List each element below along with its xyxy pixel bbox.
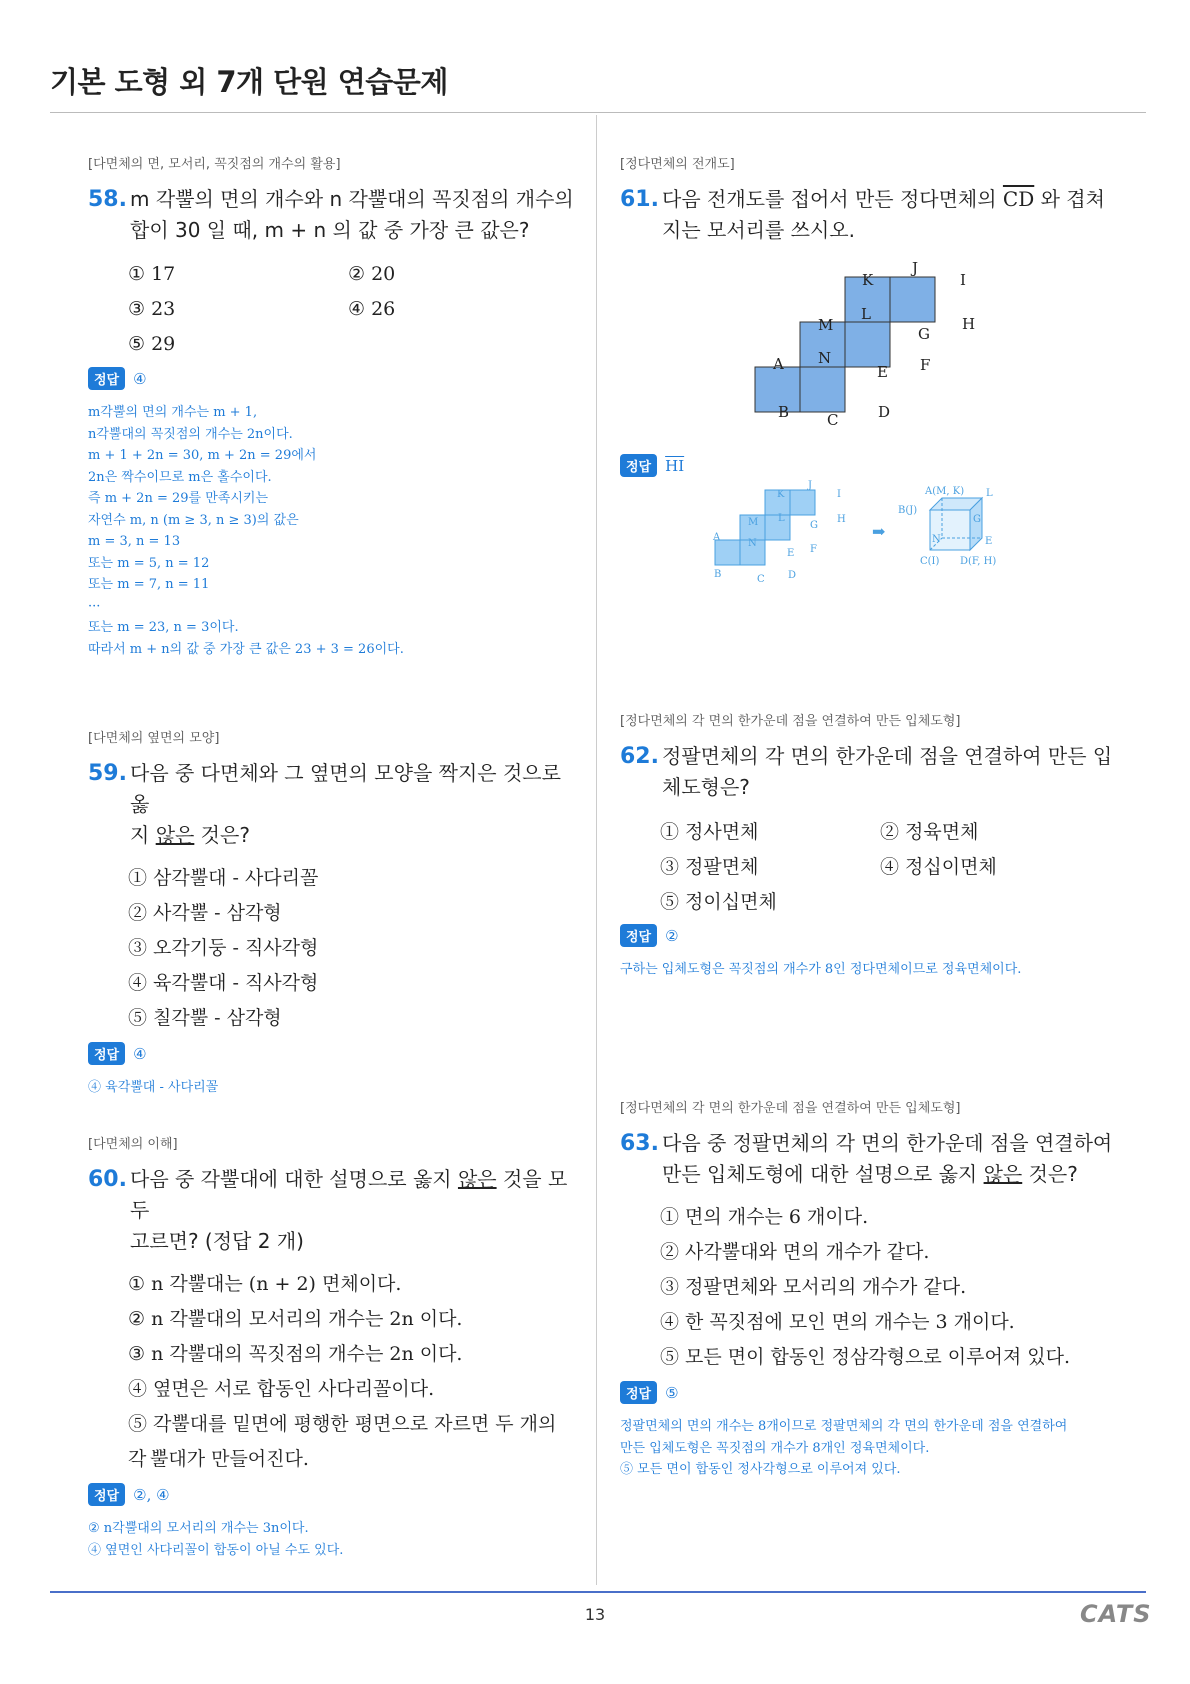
explanation-line: ④ 옆면인 사다리꼴이 합동이 아닐 수도 있다. [88, 1542, 344, 1558]
explanation-line: n각뿔대의 꼭짓점의 개수는 2n이다. [88, 426, 293, 442]
emphasis-underline: 않은 [983, 1162, 1023, 1186]
fig-net-label: B [714, 569, 722, 580]
fig-net-label: K [777, 489, 785, 500]
choice: ⑤ 각뿔대를 밑면에 평행한 평면으로 자르면 두 개의 각 [128, 1413, 557, 1470]
question-text-part: 것은? [1022, 1162, 1078, 1186]
net-label: H [962, 315, 976, 333]
answer-row [88, 367, 578, 390]
explanation-line: m = 3, n = 13 [88, 534, 181, 549]
net-label: B [778, 403, 790, 421]
net-label: M [818, 316, 834, 334]
explanation-line: ② n각뿔대의 모서리의 개수는 3n이다. [88, 1521, 309, 1536]
fig-net-label: G [810, 520, 818, 531]
explanation-line: 또는 m = 5, n = 12 [88, 555, 210, 571]
choice: ① 17 [128, 262, 176, 285]
fig-net-label: H [837, 514, 846, 525]
choice: ⑤ 칠각뿔 - 삼각형 [128, 1007, 282, 1029]
fig-cube-label: G [973, 514, 981, 525]
question-text-part: 다음 중 각뿔대에 대한 설명으로 옳지 [130, 1167, 458, 1191]
answer-value: ⑤ [665, 1383, 679, 1402]
choices [88, 861, 578, 1036]
arrow-right-icon: ➡ [872, 522, 886, 541]
question-line: 다음 중 정팔면체의 각 면의 한가운데 점을 연결하여 [662, 1131, 1113, 1155]
answer-badge: 정답 [88, 367, 125, 390]
choice: ④ 육각뿔대 - 직사각형 [128, 972, 319, 994]
choice: ⑤ 모든 면이 합동인 정삼각형으로 이루어져 있다. [660, 1346, 1071, 1368]
fig-net-label: L [778, 513, 785, 524]
choice: ③ 정팔면체 [660, 856, 759, 878]
question-line: 정팔면체의 각 면의 한가운데 점을 연결하여 만든 입 [662, 744, 1113, 768]
footer-divider [50, 1591, 1146, 1593]
fig-net-label: J [808, 480, 813, 491]
question-text-part: 것은? [194, 823, 250, 847]
question-text [88, 1164, 578, 1257]
question-text-part: 와 겹쳐 [1034, 187, 1105, 211]
emphasis-underline: 않은 [155, 823, 195, 847]
explanation [88, 1077, 578, 1099]
problem-59 [88, 727, 578, 1099]
net-face [715, 540, 740, 565]
choice: ② 20 [348, 262, 396, 285]
answer-row [620, 924, 1130, 947]
question-text [88, 184, 578, 246]
choice: ⑤ 29 [128, 332, 176, 355]
question-line: 체도형은? [662, 775, 750, 799]
answer-value: ④ [133, 1044, 147, 1063]
net-label: C [827, 411, 839, 429]
emphasis-underline: 않은 [457, 1167, 497, 1191]
net-label: D [878, 403, 891, 421]
answer-row [620, 454, 684, 477]
explanation-line: m각뿔의 면의 개수는 m + 1, [88, 405, 258, 420]
fig-cube-label: E [985, 536, 993, 547]
problem-category: [정다면체의 각 면의 한가운데 점을 연결하여 만든 입체도형] [620, 1101, 961, 1116]
cube-net-figure [770, 255, 1010, 430]
page-title: 기본 도형 외 7개 단원 연습문제 [50, 65, 448, 99]
question-text-part: 만든 입체도형에 대한 설명으로 옳지 [662, 1162, 984, 1186]
net-label: F [920, 356, 931, 374]
net-label: A [773, 355, 784, 373]
question-text [620, 741, 1130, 803]
choice: ① 삼각뿔대 - 사다리꼴 [128, 867, 319, 889]
net-face [790, 490, 815, 515]
fig-cube-label: A(M, K) [925, 486, 965, 497]
question-line: 합이 30 일 때, m + n 의 값 중 가장 큰 값은? [130, 218, 530, 242]
problem-number: 63. [620, 1131, 659, 1156]
net-label: E [877, 363, 888, 381]
choice: ④ 26 [348, 297, 396, 320]
explanation-line: ⑤ 모든 면이 합동인 정사각형으로 이루어져 있다. [620, 1462, 901, 1477]
choice-continuation: 뿔대가 만들어진다. [150, 1448, 309, 1470]
net-label: G [918, 325, 930, 343]
explanation-line: 또는 m = 7, n = 11 [88, 577, 210, 592]
net-label: L [861, 305, 871, 323]
problem-60 [88, 1133, 578, 1561]
answer-row [88, 1483, 578, 1506]
question-text-part: 지 [130, 823, 156, 847]
fig-net-label: C [757, 574, 765, 585]
net-face [845, 322, 890, 367]
fig-net-label: M [748, 517, 759, 528]
problem-58 [88, 153, 578, 660]
question-text [88, 758, 578, 851]
choice: ① 면의 개수는 6 개이다. [660, 1206, 869, 1228]
answer-value: $\overline{HI}$ [665, 456, 685, 475]
fig-cube-label: L [986, 488, 993, 499]
problem-number: 58. [88, 187, 127, 212]
explanation-line: 정팔면체의 면의 개수는 8개이므로 정팔면체의 각 면의 한가운데 점을 연결하여 [620, 1419, 1068, 1434]
question-line: 고르면? (정답 2 개) [130, 1229, 304, 1253]
explanation-line: 자연수 m, n (m ≥ 3, n ≥ 3)의 값은 [88, 512, 299, 528]
explanation [620, 959, 1130, 981]
problem-number: 60. [88, 1167, 127, 1192]
fig-net-label: A [713, 532, 721, 543]
fig-net-label: E [787, 548, 795, 559]
net-label: N [818, 349, 832, 367]
explanation-line: 구하는 입체도형은 꼭짓점의 개수가 8인 정다면체이므로 정육면체이다. [620, 962, 1022, 977]
explanation-line: ··· [88, 598, 101, 614]
column-divider [596, 115, 597, 1585]
problem-number: 61. [620, 187, 659, 212]
net-label: I [960, 271, 966, 289]
problem-category: [정다면체의 각 면의 한가운데 점을 연결하여 만든 입체도형] [620, 714, 961, 729]
answer-badge: 정답 [620, 1381, 657, 1404]
answer-value: ②, ④ [133, 1485, 170, 1504]
problem-category: [다면체의 이해] [88, 1137, 178, 1152]
header-divider [50, 112, 1146, 113]
fig-net-label: I [837, 489, 841, 500]
explanation [88, 402, 578, 660]
fig-net-label: D [788, 570, 797, 581]
answer-value: ② [665, 926, 679, 945]
choice: ④ 정십이면체 [880, 856, 997, 878]
choice: ① n 각뿔대는 (n + 2) 면체이다. [128, 1273, 402, 1295]
explanation [88, 1518, 578, 1561]
choice: ⑤ 정이십면체 [660, 891, 777, 913]
choices [88, 1267, 578, 1477]
question-text-part: 것을 모두 [130, 1167, 568, 1222]
choice: ② 정육면체 [880, 821, 979, 843]
brand-logo: CATS [1080, 1600, 1152, 1628]
explanation-line: m + 1 + 2n = 30, m + 2n = 29에서 [88, 448, 317, 463]
answer-row [620, 1381, 1150, 1404]
page-number: 13 [584, 1605, 606, 1624]
answer-row [88, 1042, 578, 1065]
net-label: K [862, 271, 874, 289]
choices [620, 1200, 1150, 1375]
choice: ① 정사면체 [660, 821, 759, 843]
choice: ③ 23 [128, 297, 176, 320]
choice: ② n 각뿔대의 모서리의 개수는 2n 이다. [128, 1308, 463, 1330]
explanation-line: 즉 m + 2n = 29를 만족시키는 [88, 491, 268, 506]
answer-badge: 정답 [620, 454, 657, 477]
net-face [800, 367, 845, 412]
choices [88, 256, 578, 361]
choice: ② 사각뿔대와 면의 개수가 같다. [660, 1241, 930, 1263]
choices [620, 813, 1130, 918]
net-face [890, 277, 935, 322]
choice: ③ 오각기둥 - 직사각형 [128, 937, 319, 959]
problem-number: 59. [88, 761, 127, 786]
choice: ④ 한 꼭짓점에 모인 면의 개수는 3 개이다. [660, 1311, 1015, 1333]
problem-62 [620, 710, 1130, 981]
question-line: m 각뿔의 면의 개수와 n 각뿔대의 꼭짓점의 개수의 [130, 187, 574, 211]
question-text [620, 1128, 1150, 1190]
explanation-line: 만든 입체도형은 꼭짓점의 개수가 8개인 정육면체이다. [620, 1440, 930, 1456]
explanation-line: ④ 육각뿔대 - 사다리꼴 [88, 1080, 219, 1095]
segment-cd: $\overline{CD}$ [1002, 187, 1035, 211]
problem-63 [620, 1097, 1150, 1481]
answer-value: ④ [133, 369, 147, 388]
explanation-line: 2n은 짝수이므로 m은 홀수이다. [88, 469, 272, 485]
question-text-part: 다음 전개도를 접어서 만든 정다면체의 [662, 187, 1003, 211]
answer-badge: 정답 [620, 924, 657, 947]
problem-61 [620, 153, 1130, 246]
fig-net-label: F [810, 544, 817, 555]
explanation-line: 따라서 m + n의 값 중 가장 큰 값은 23 + 3 = 26이다. [88, 641, 404, 657]
problem-category: [다면체의 면, 모서리, 꼭짓점의 개수의 활용] [88, 157, 341, 172]
choice: ④ 옆면은 서로 합동인 사다리꼴이다. [128, 1378, 435, 1400]
solution-figure [713, 480, 1040, 595]
answer-badge: 정답 [88, 1042, 125, 1065]
problem-category: [다면체의 옆면의 모양] [88, 731, 220, 746]
explanation-line: 또는 m = 23, n = 3이다. [88, 620, 239, 635]
choice: ② 사각뿔 - 삼각형 [128, 902, 282, 924]
question-line: 다음 중 다면체와 그 옆면의 모양을 짝지은 것으로 옳 [130, 761, 561, 816]
fig-cube-label: D(F, H) [960, 556, 997, 567]
question-text [620, 184, 1130, 246]
fig-cube-label: N [932, 534, 941, 545]
fig-net-label: N [748, 538, 757, 549]
problem-number: 62. [620, 744, 659, 769]
explanation [620, 1416, 1150, 1481]
fig-cube-label: C(I) [920, 556, 940, 567]
answer-badge: 정답 [88, 1483, 125, 1506]
choice: ③ n 각뿔대의 꼭짓점의 개수는 2n 이다. [128, 1343, 463, 1365]
question-line: 지는 모서리를 쓰시오. [662, 218, 855, 242]
choice: ③ 정팔면체와 모서리의 개수가 같다. [660, 1276, 967, 1298]
fig-cube-label: B(J) [898, 505, 918, 516]
problem-category: [정다면체의 전개도] [620, 157, 735, 172]
net-label: J [912, 259, 919, 277]
